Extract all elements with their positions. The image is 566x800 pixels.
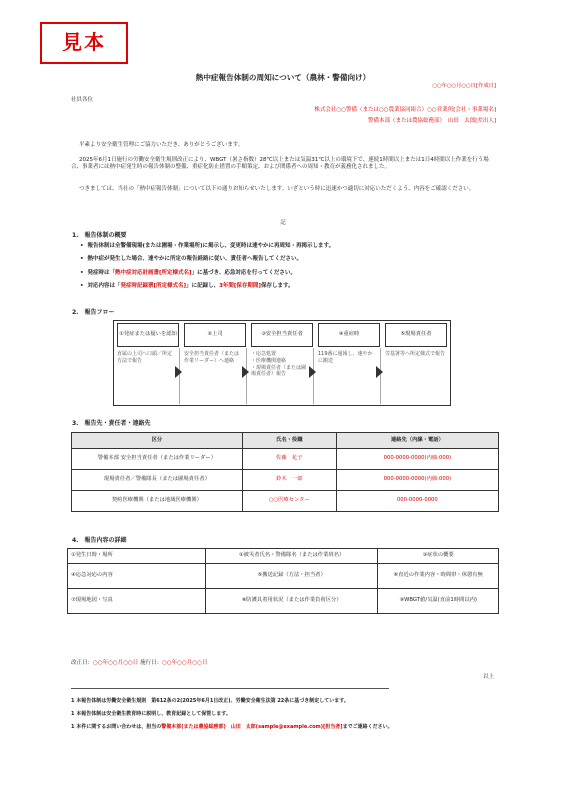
footnote-1: 1 本報告体制は労働安全衛生規則 第612条の2(2025年6月1日改正)、労働安全衛生法第 22条に基づき制定しています。	[71, 698, 349, 704]
sender-name: 警備本部（または農協総務部） 山田 太郎[差出人]	[367, 118, 496, 124]
flow-step-title: ④重症時	[318, 323, 380, 347]
revision-dates	[71, 660, 207, 667]
footnote-3-contact: 警備本部(または農協総務部) 山田 太郎(sample@example.com)[担当者]	[161, 724, 343, 730]
footnote-3-prefix: 1 本件に関するお問い合わせは、担当の	[71, 724, 162, 730]
contact-category: 警備本部 安全担当責任者（または作業リーダー）	[72, 449, 243, 470]
intro-request: つきましては、当社の「熱中症報告体制」について以下の通りお知らせいたします。いざという時に迅速かつ適切に対応いただくよう、内容をご確認ください。	[79, 186, 475, 192]
table-row	[68, 589, 499, 614]
detail-cell: ⑧防護具着用状況（または作業負荷区分）	[205, 589, 377, 614]
flow-arrow-icon	[376, 366, 383, 378]
created-date-note: [作成日]	[475, 83, 496, 89]
text-segment: 保存します。	[260, 283, 294, 290]
contact-phone: 000-0000-0000	[336, 491, 498, 512]
list-item	[80, 256, 334, 263]
table-header: 連絡先（内線・電話）	[336, 433, 498, 449]
list-item	[80, 283, 334, 290]
section1-list	[80, 243, 334, 297]
section1-heading: 1. 報告体制の概要	[72, 232, 127, 239]
intro-regulation: 2025年6月1日施行の労働安全衛生規則改正により、WBGT（暑さ指数）28℃以上または気温31℃以上の環境下で、連続1時間以上または1日4時間以上作業を行う場合、事業者には熱中症発生時の報告体制の整備、重症化防止措置の手順策定、および関係者への周知・教育が義務化されました。	[71, 157, 489, 171]
contact-name: ○○医療センター	[242, 491, 336, 512]
section3-heading: 3. 報告先・責任者・連絡先	[72, 420, 151, 427]
table-header-row	[72, 433, 499, 449]
list-item	[80, 270, 334, 277]
sender-company: 株式会社○○警備（または○○農業協同組合）○○営業所[会社・事業場名]	[314, 107, 496, 113]
detail-cell: ⑨WBGT値/気温(直前1時間以内)	[378, 589, 499, 614]
created-date	[432, 83, 496, 90]
detail-cell: ②被災者氏名・警備隊名（または作業班名）	[205, 549, 377, 564]
flow-step-body: 労基署等へ所定様式で報告	[385, 351, 446, 357]
detail-cell: ⑥直近の作業内容・時間帯・休憩有無	[378, 564, 499, 589]
flow-step-title: ②上司	[184, 323, 246, 347]
table-row	[72, 470, 499, 491]
list-item	[80, 243, 334, 250]
table-row	[68, 564, 499, 589]
table-header: 氏名・役職	[242, 433, 336, 449]
flow-step-body: ・応急処置 ・医療機関連絡 ・現場責任者（または圃場責任者）報告	[248, 348, 314, 404]
text-segment: 」に記録し、	[186, 283, 220, 290]
text-segment: 対応内容は「	[87, 283, 121, 290]
flow-step-body: 119番に通報し、速やかに搬送	[315, 348, 381, 404]
text-segment: 3年間[保存期間]	[219, 283, 261, 290]
table-header: 区分	[72, 433, 243, 449]
revision-label: 改正日：	[71, 660, 94, 666]
contact-category: 契約医療機関（または地域医療機関）	[72, 491, 243, 512]
table-row	[72, 449, 499, 470]
text-segment: 発症時は「	[87, 269, 116, 276]
sample-stamp: 見本	[40, 22, 128, 64]
contact-name: 佐藤 花子	[242, 449, 336, 470]
ki-label: 記	[280, 220, 286, 226]
detail-cell: ①発生日時・場所	[68, 549, 206, 564]
effective-label: 施行日：	[140, 660, 163, 666]
closing-ijou: 以上	[482, 674, 494, 680]
report-details-table	[67, 548, 499, 614]
footnote-divider	[71, 688, 389, 689]
flow-arrow-icon	[309, 366, 316, 378]
revision-date: ○○年○○月○○日	[93, 660, 139, 666]
text-segment: 熱中症対応計画書[所定様式名]	[115, 269, 192, 276]
text-segment: 報告体制は全警備現場(または圃場・作業場所)に掲示し、変更時は速やかに再周知・再掲示します。	[87, 243, 335, 249]
intro-greeting: 平素より安全衛生管理にご協力いただき、ありがとうございます。	[79, 142, 244, 148]
contact-phone: 000-0000-0000(内線:000)	[336, 449, 498, 470]
section2-heading: 2. 報告フロー	[72, 309, 115, 316]
effective-date: ○○年○○月○○日	[162, 660, 208, 666]
section4-heading: 4. 報告内容の詳細	[72, 537, 127, 544]
flow-arrow-icon	[242, 366, 249, 378]
table-row	[72, 491, 499, 512]
detail-cell: ⑦現場地図・写真	[68, 589, 206, 614]
created-date-value: ○○年○○月○○日	[432, 83, 476, 89]
table-row	[68, 549, 499, 564]
report-flow	[113, 320, 451, 406]
contact-table	[71, 432, 499, 512]
flow-arrow-icon	[175, 366, 182, 378]
contact-phone: 000-0000-0000(内線:000)	[336, 470, 498, 491]
text-segment: 熱中症が発生した場合、速やかに所定の報告経路に従い、責任者へ報告してください。	[87, 256, 303, 263]
addressee: 社員各位	[71, 97, 94, 103]
flow-step-title: ⑤現場責任者	[385, 323, 447, 347]
flow-step-body: 安全担当責任者（または作業リーダー）へ連絡	[181, 348, 247, 404]
detail-cell: ③症状の概要	[378, 549, 499, 564]
detail-cell: ④応急対応の内容	[68, 564, 206, 589]
page-title: 熱中症報告体制の周知について（農林・警備向け）	[195, 73, 371, 82]
detail-cell: ⑤搬送記録（方法・担当者）	[205, 564, 377, 589]
footnote-2: 1 本報告体制は安全衛生教育時に説明し、教育記録として保管します。	[71, 711, 231, 717]
flow-step-title: ③安全担当責任者	[251, 323, 313, 347]
flow-step-body: 直属の上司へ口頭／所定方法で報告	[114, 348, 180, 404]
footnote-3-suffix: までご連絡ください。	[342, 724, 393, 730]
contact-category: 現場責任者／警備隊長（または圃場責任者）	[72, 470, 243, 491]
footnote-3	[71, 724, 393, 731]
text-segment: 発症時記録票[所定様式名]	[120, 283, 187, 290]
contact-name: 鈴木 一郎	[242, 470, 336, 491]
text-segment: 」に基づき、応急対応を行ってください。	[191, 269, 296, 276]
flow-step-title: ①発症または疑いを認知	[117, 323, 179, 347]
